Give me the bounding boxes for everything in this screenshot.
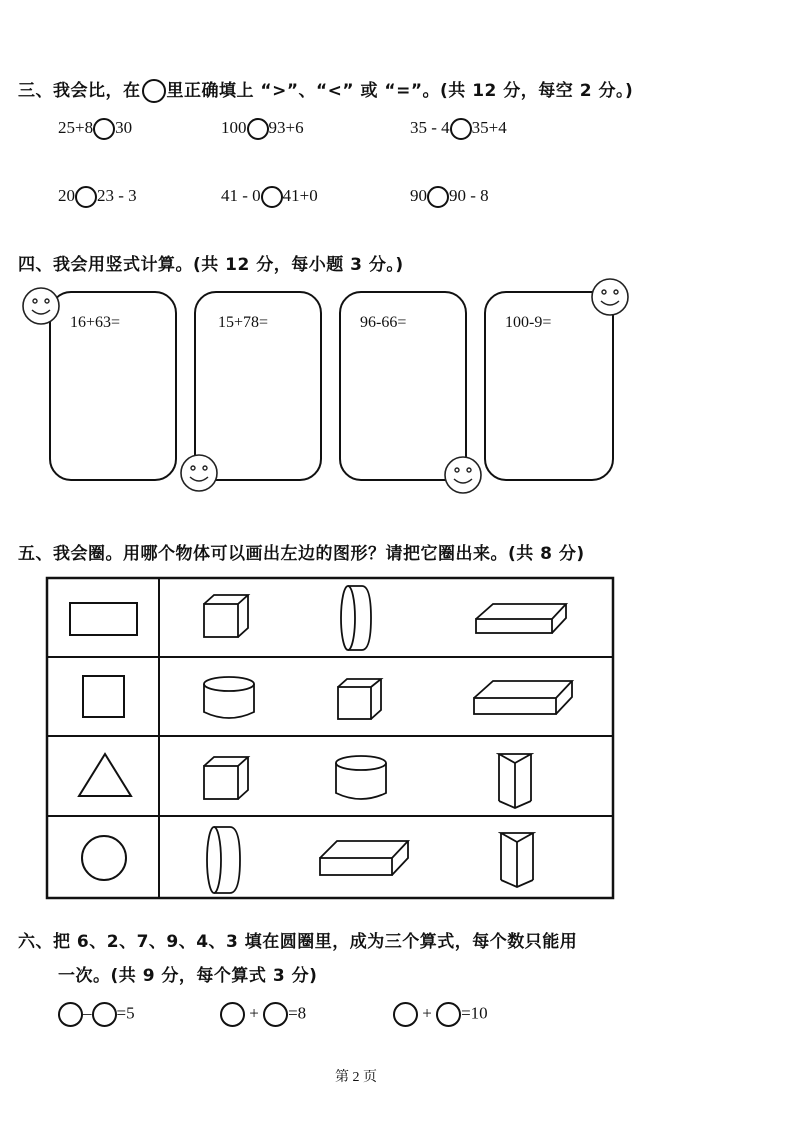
equation-3-blank-b[interactable] — [436, 1002, 461, 1027]
compare-blank-1[interactable] — [93, 118, 115, 140]
cylinder-side-object-icon[interactable] — [338, 583, 374, 653]
cube-object-icon[interactable] — [201, 754, 253, 802]
compare-item-2: 100 93+6 — [221, 118, 304, 140]
triangle-shape-icon — [76, 751, 134, 799]
section3-heading — [18, 76, 633, 103]
compare-blank-5[interactable] — [261, 186, 283, 208]
compare-item-5: 41 - 0 41+0 — [221, 186, 318, 208]
flat-box-object-icon[interactable] — [317, 838, 411, 880]
compare-item-3: 35 - 4 35+4 — [410, 118, 507, 140]
section3-heading-post: 里正确填上 “>”、“<” 或 “=”。(共 12 分，每空 2 分。) — [166, 81, 634, 101]
equation-3: + =10 — [393, 1002, 488, 1027]
cube-object-icon[interactable] — [201, 592, 253, 640]
section5-heading: 五、我会圈。用哪个物体可以画出左边的图形？请把它圈出来。(共 8 分) — [18, 544, 585, 564]
equation-1-blank-b[interactable] — [92, 1002, 117, 1027]
smiley-face-icon — [20, 285, 62, 327]
triangular-prism-object-icon[interactable] — [498, 827, 536, 891]
equation-2-blank-b[interactable] — [263, 1002, 288, 1027]
equation-1-blank-a[interactable] — [58, 1002, 83, 1027]
cylinder-object-icon[interactable] — [332, 752, 390, 804]
calc-problem-2: 15+78= — [218, 314, 269, 331]
calc-problem-3: 96-66= — [360, 314, 407, 331]
smiley-face-icon — [178, 452, 220, 494]
section3-heading-pre: 三、我会比，在 — [18, 81, 141, 101]
circle-shape-icon — [78, 832, 130, 884]
equation-3-blank-a[interactable] — [393, 1002, 418, 1027]
compare-circle-sample — [142, 79, 166, 103]
compare-blank-6[interactable] — [427, 186, 449, 208]
square-shape-icon — [80, 673, 128, 721]
smiley-face-icon — [589, 276, 631, 318]
calc-problem-4: 100-9= — [505, 314, 552, 331]
flat-box-object-icon[interactable] — [471, 678, 575, 718]
triangular-prism-object-icon[interactable] — [496, 748, 534, 812]
page-number: 第 2 页 — [335, 1070, 377, 1085]
compare-blank-4[interactable] — [75, 186, 97, 208]
cube-object-icon[interactable] — [335, 676, 385, 722]
cylinder-object-icon[interactable] — [200, 674, 258, 722]
smiley-face-icon — [442, 454, 484, 496]
cylinder-side-object-icon[interactable] — [203, 824, 243, 896]
equation-2-blank-a[interactable] — [220, 1002, 245, 1027]
rectangle-shape-icon — [68, 600, 140, 640]
section6-heading-line2: 一次。(共 9 分，每个算式 3 分) — [58, 966, 318, 986]
calc-problem-1: 16+63= — [70, 314, 121, 331]
compare-item-6: 90 90 - 8 — [410, 186, 489, 208]
compare-item-4: 20 23 - 3 — [58, 186, 137, 208]
section4-heading: 四、我会用竖式计算。(共 12 分，每小题 3 分。) — [18, 255, 404, 275]
equation-2: + =8 — [220, 1002, 306, 1027]
section6-heading-line1: 六、把 6、2、7、9、4、3 填在圆圈里，成为三个算式，每个数只能用 — [18, 932, 578, 952]
compare-blank-3[interactable] — [450, 118, 472, 140]
equation-1: – =5 — [58, 1002, 135, 1027]
flat-box-object-icon[interactable] — [473, 601, 569, 637]
compare-item-1: 25+8 30 — [58, 118, 132, 140]
compare-blank-2[interactable] — [247, 118, 269, 140]
